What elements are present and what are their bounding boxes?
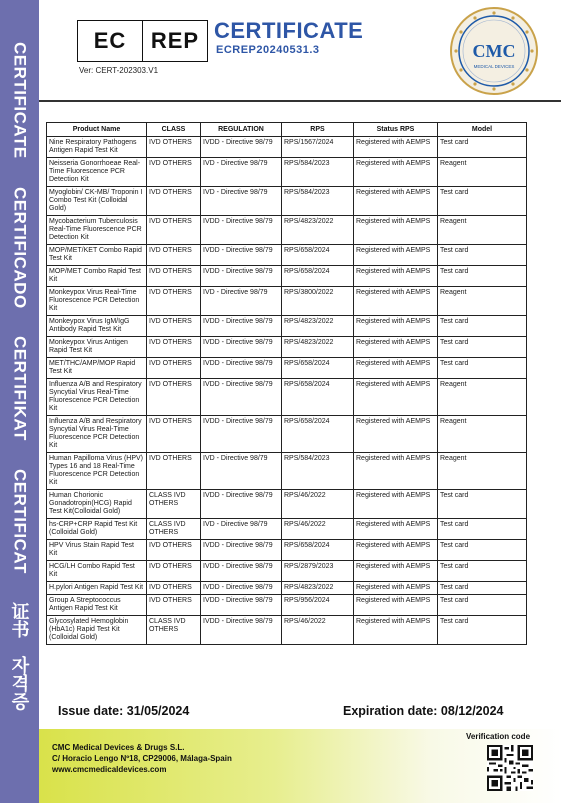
cell-class: CLASS IVD OTHERS [147, 519, 201, 540]
table-row [47, 287, 527, 316]
cell-model: Test card [438, 187, 527, 216]
cell-model: Test card [438, 358, 527, 379]
table-row [47, 337, 527, 358]
cell-status: Registered with AEMPS [354, 287, 438, 316]
cell-product-name: hs-CRP+CRP Rapid Test Kit (Colloidal Gold) [47, 519, 147, 540]
version-label: Ver: CERT-202303.V1 [79, 66, 159, 75]
cell-class: IVD OTHERS [147, 416, 201, 453]
table-row [47, 595, 527, 616]
cell-status: Registered with AEMPS [354, 595, 438, 616]
cell-regulation: IVDD - Directive 98/79 [201, 358, 282, 379]
rep-label: REP [142, 21, 207, 61]
company-website[interactable]: www.cmcmedicaldevices.com [52, 765, 167, 774]
cell-class: IVD OTHERS [147, 595, 201, 616]
cell-regulation: IVDD - Directive 98/79 [201, 379, 282, 416]
cell-regulation: IVDD - Directive 98/79 [201, 490, 282, 519]
cell-regulation: IVDD - Directive 98/79 [201, 582, 282, 595]
sidebar-word-certificat: CERTIFICAT [10, 469, 30, 574]
cell-status: Registered with AEMPS [354, 316, 438, 337]
cell-rps: RPS/46/2022 [282, 490, 354, 519]
col-rps: RPS [282, 123, 354, 137]
cell-status: Registered with AEMPS [354, 453, 438, 490]
cell-model: Reagent [438, 287, 527, 316]
table-row [47, 137, 527, 158]
cell-model: Test card [438, 595, 527, 616]
company-block [52, 742, 232, 775]
cell-product-name: Glycosylated Hemoglobin (HbA1c) Rapid Test Kit (Colloidal Gold) [47, 616, 147, 645]
cell-status: Registered with AEMPS [354, 490, 438, 519]
cell-class: IVD OTHERS [147, 453, 201, 490]
cell-status: Registered with AEMPS [354, 616, 438, 645]
cell-model: Test card [438, 519, 527, 540]
cell-rps: RPS/658/2024 [282, 540, 354, 561]
cell-regulation: IVDD - Directive 98/79 [201, 561, 282, 582]
cell-rps: RPS/46/2022 [282, 519, 354, 540]
col-status-rps: Status RPS [354, 123, 438, 137]
cell-regulation: IVD - Directive 98/79 [201, 519, 282, 540]
cell-regulation: IVDD - Directive 98/79 [201, 337, 282, 358]
cell-class: IVD OTHERS [147, 316, 201, 337]
cell-rps: RPS/956/2024 [282, 595, 354, 616]
cell-rps: RPS/46/2022 [282, 616, 354, 645]
cell-status: Registered with AEMPS [354, 540, 438, 561]
cell-model: Test card [438, 490, 527, 519]
company-name: CMC Medical Devices & Drugs S.L. [52, 743, 185, 752]
table-row [47, 216, 527, 245]
table-row [47, 540, 527, 561]
table-body [47, 137, 527, 645]
cell-product-name: Human Chorionic Gonadotropin(HCG) Rapid Test Kit(Colloidal Gold) [47, 490, 147, 519]
table-header-row [47, 123, 527, 137]
cell-regulation: IVDD - Directive 98/79 [201, 416, 282, 453]
table-row [47, 453, 527, 490]
cell-rps: RPS/658/2024 [282, 379, 354, 416]
col-product-name: Product Name [47, 123, 147, 137]
table-row [47, 519, 527, 540]
cell-regulation: IVDD - Directive 98/79 [201, 137, 282, 158]
table-row [47, 379, 527, 416]
cell-regulation: IVD - Directive 98/79 [201, 453, 282, 490]
cell-status: Registered with AEMPS [354, 358, 438, 379]
cell-product-name: Group A Streptococcus Antigen Rapid Test Kit [47, 595, 147, 616]
cell-status: Registered with AEMPS [354, 137, 438, 158]
cell-status: Registered with AEMPS [354, 216, 438, 245]
cell-model: Test card [438, 266, 527, 287]
cell-product-name: Nine Respiratory Pathogens Antigen Rapid Test Kit [47, 137, 147, 158]
cell-model: Reagent [438, 158, 527, 187]
cell-rps: RPS/584/2023 [282, 158, 354, 187]
cell-model: Test card [438, 337, 527, 358]
certificate-number: ECREP20240531.3 [216, 44, 320, 56]
cell-model: Reagent [438, 453, 527, 490]
table-row [47, 358, 527, 379]
cell-product-name: HPV Virus Stain Rapid Test Kit [47, 540, 147, 561]
cell-rps: RPS/4823/2022 [282, 216, 354, 245]
cell-rps: RPS/3800/2022 [282, 287, 354, 316]
cell-regulation: IVDD - Directive 98/79 [201, 540, 282, 561]
cmc-seal-logo [449, 6, 539, 96]
verification-label: Verification code [466, 732, 531, 741]
cell-product-name: Monkeypox Virus IgM/IgG Antibody Rapid Test Kit [47, 316, 147, 337]
cell-class: IVD OTHERS [147, 137, 201, 158]
seal-text: CMC [472, 41, 516, 61]
cell-product-name: Myoglobin/ CK-MB/ Troponin I Combo Test Kit (Colloidal Gold) [47, 187, 147, 216]
table-row [47, 582, 527, 595]
cell-product-name: MOP/MET Combo Rapid Test Kit [47, 266, 147, 287]
cell-class: IVD OTHERS [147, 358, 201, 379]
company-address: C/ Horacio Lengo Nº18, CP29006, Málaga-Spain [52, 754, 232, 763]
cell-product-name: Mycobacterium Tuberculosis Real-Time Fluorescence PCR Detection Kit [47, 216, 147, 245]
cell-product-name: Influenza A/B and Respiratory Syncytial Virus Real-Time Fluorescence PCR Detection Kit [47, 379, 147, 416]
cell-regulation: IVDD - Directive 98/79 [201, 616, 282, 645]
cell-class: IVD OTHERS [147, 187, 201, 216]
cell-product-name: H.pylori Antigen Rapid Test Kit [47, 582, 147, 595]
sidebar-text [0, 0, 39, 803]
sidebar-word-korean: 자격증 [9, 655, 30, 710]
cell-regulation: IVDD - Directive 98/79 [201, 316, 282, 337]
cell-rps: RPS/4823/2022 [282, 582, 354, 595]
cell-model: Test card [438, 245, 527, 266]
sidebar-word-certificado: CERTIFICADO [10, 186, 30, 309]
cell-status: Registered with AEMPS [354, 266, 438, 287]
col-model: Model [438, 123, 527, 137]
cell-class: IVD OTHERS [147, 266, 201, 287]
cell-class: IVD OTHERS [147, 540, 201, 561]
cell-class: IVD OTHERS [147, 582, 201, 595]
sidebar-word-chinese: 证书 [9, 601, 30, 638]
cell-status: Registered with AEMPS [354, 187, 438, 216]
header-divider [39, 100, 561, 102]
sidebar-word-certificate: CERTIFICATE [10, 42, 30, 159]
cell-regulation: IVDD - Directive 98/79 [201, 245, 282, 266]
cell-class: IVD OTHERS [147, 158, 201, 187]
cell-rps: RPS/2879/2023 [282, 561, 354, 582]
cell-model: Test card [438, 561, 527, 582]
cell-rps: RPS/584/2023 [282, 187, 354, 216]
cell-class: IVD OTHERS [147, 245, 201, 266]
cell-rps: RPS/1567/2024 [282, 137, 354, 158]
cell-product-name: Neisseria Gonorrhoeae Real-Time Fluorescence PCR Detection Kit [47, 158, 147, 187]
cell-product-name: Human Papilloma Virus (HPV) Types 16 and 18 Real-Time Fluorescence PCR Detection Kit [47, 453, 147, 490]
cell-regulation: IVD - Directive 98/79 [201, 158, 282, 187]
cell-product-name: MOP/MET/KET Combo Rapid Test Kit [47, 245, 147, 266]
cell-regulation: IVDD - Directive 98/79 [201, 216, 282, 245]
table-row [47, 158, 527, 187]
table-row [47, 490, 527, 519]
cell-product-name: Monkeypox Virus Antigen Rapid Test Kit [47, 337, 147, 358]
cell-class: IVD OTHERS [147, 216, 201, 245]
table-row [47, 616, 527, 645]
cell-model: Reagent [438, 216, 527, 245]
product-table [46, 122, 527, 645]
table-row [47, 416, 527, 453]
table-row [47, 266, 527, 287]
issue-date: Issue date: 31/05/2024 [58, 704, 190, 718]
seal-subtext: MEDICAL DEVICES [473, 64, 515, 69]
cell-status: Registered with AEMPS [354, 519, 438, 540]
cell-regulation: IVDD - Directive 98/79 [201, 266, 282, 287]
cell-rps: RPS/658/2024 [282, 358, 354, 379]
cell-status: Registered with AEMPS [354, 379, 438, 416]
cell-status: Registered with AEMPS [354, 582, 438, 595]
cell-status: Registered with AEMPS [354, 337, 438, 358]
cell-model: Test card [438, 540, 527, 561]
cell-regulation: IVD - Directive 98/79 [201, 287, 282, 316]
cell-status: Registered with AEMPS [354, 416, 438, 453]
cell-model: Reagent [438, 416, 527, 453]
page-title: CERTIFICATE [214, 18, 364, 43]
cell-rps: RPS/658/2024 [282, 266, 354, 287]
cell-model: Test card [438, 316, 527, 337]
cell-rps: RPS/4823/2022 [282, 337, 354, 358]
cell-class: CLASS IVD OTHERS [147, 490, 201, 519]
cell-product-name: MET/THC/AMP/MOP Rapid Test Kit [47, 358, 147, 379]
cell-model: Reagent [438, 379, 527, 416]
cell-status: Registered with AEMPS [354, 245, 438, 266]
cell-rps: RPS/4823/2022 [282, 316, 354, 337]
cell-regulation: IVDD - Directive 98/79 [201, 595, 282, 616]
cell-class: IVD OTHERS [147, 561, 201, 582]
cell-class: IVD OTHERS [147, 379, 201, 416]
cell-model: Test card [438, 137, 527, 158]
table-row [47, 187, 527, 216]
cell-class: CLASS IVD OTHERS [147, 616, 201, 645]
expiration-date: Expiration date: 08/12/2024 [343, 704, 504, 718]
table-row [47, 245, 527, 266]
verification-qr-code [487, 745, 533, 791]
ec-label: EC [93, 28, 127, 53]
table-row [47, 561, 527, 582]
cell-regulation: IVD - Directive 98/79 [201, 187, 282, 216]
cell-rps: RPS/584/2023 [282, 453, 354, 490]
cell-product-name: Monkeypox Virus Real-Time Fluorescence PCR Detection Kit [47, 287, 147, 316]
col-regulation: REGULATION [201, 123, 282, 137]
cell-status: Registered with AEMPS [354, 561, 438, 582]
ec-rep-box [77, 20, 208, 62]
sidebar-word-certifikat: CERTIFIKAT [10, 336, 30, 442]
cell-model: Test card [438, 616, 527, 645]
cell-class: IVD OTHERS [147, 337, 201, 358]
cell-product-name: Influenza A/B and Respiratory Syncytial Virus Real-Time Fluorescence PCR Detection Kit [47, 416, 147, 453]
cell-rps: RPS/658/2024 [282, 416, 354, 453]
cell-rps: RPS/658/2024 [282, 245, 354, 266]
cell-model: Test card [438, 582, 527, 595]
col-class: CLASS [147, 123, 201, 137]
cell-status: Registered with AEMPS [354, 158, 438, 187]
table-row [47, 316, 527, 337]
cell-class: IVD OTHERS [147, 287, 201, 316]
cell-product-name: HCG/LH Combo Rapid Test Kit [47, 561, 147, 582]
